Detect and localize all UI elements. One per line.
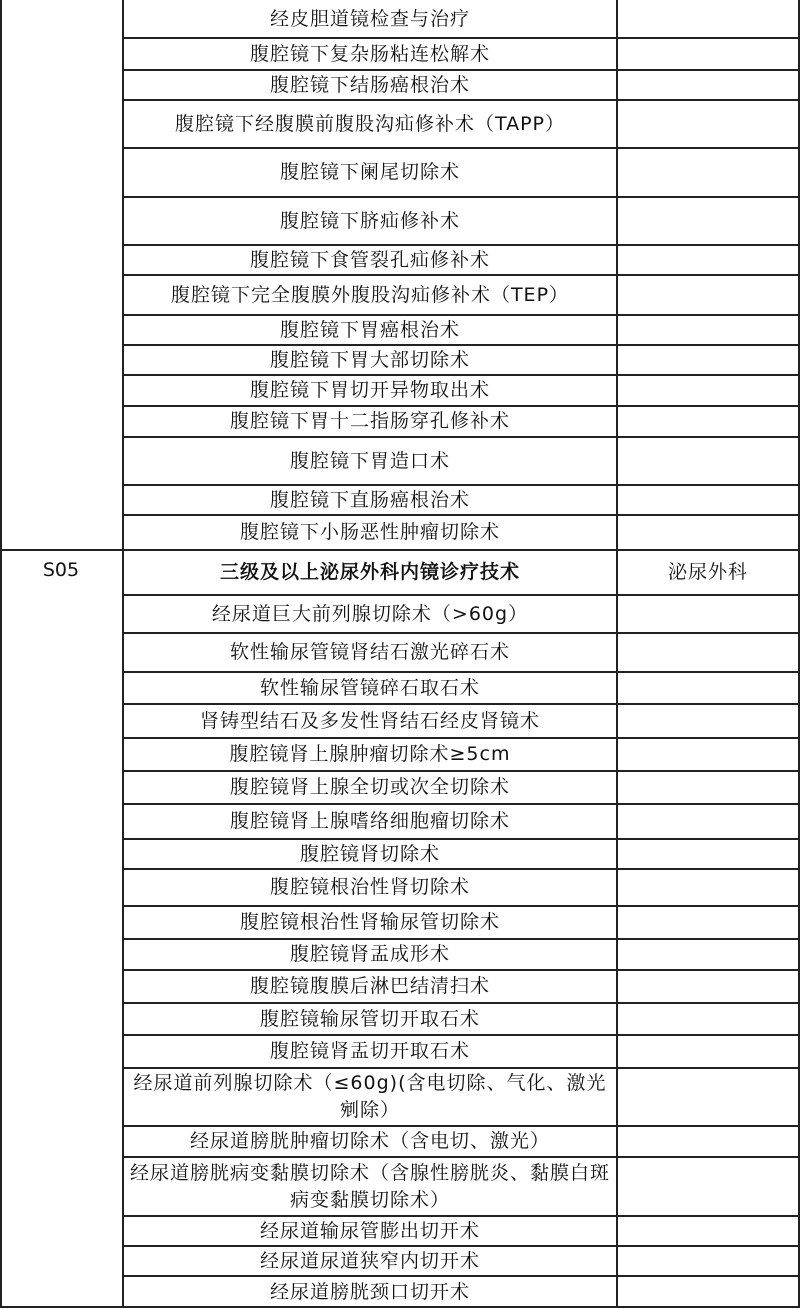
procedure-name: 腹腔镜根治性肾输尿管切除术: [239, 911, 500, 933]
procedure-name: 经尿道巨大前列腺切除术（>60g）: [211, 602, 529, 625]
procedure-name: 腹腔镜肾上腺全切或次全切除术: [229, 776, 510, 798]
procedure-name: 腹腔镜下食管裂孔疝修补术: [249, 248, 490, 271]
procedure-name: 腹腔镜肾上腺肿瘤切除术≥5cm: [229, 743, 511, 765]
procedure-name: 腹腔镜下复杂肠粘连松解术: [249, 42, 490, 65]
procedure-name: 腹腔镜腹膜后淋巴结清扫术: [249, 975, 490, 997]
section-title: 三级及以上泌尿外科内镜诊疗技术: [219, 561, 520, 583]
table-vertical-border: [0, 0, 2, 1308]
procedure-name: 软性输尿管镜碎石取石术: [259, 676, 480, 699]
procedure-name: 腹腔镜下直肠癌根治术: [269, 488, 470, 511]
procedure-name: 腹腔镜下经腹膜前腹股沟疝修补术（TAPP）: [174, 112, 566, 135]
procedure-name: 腹腔镜下胃癌根治术: [279, 318, 460, 341]
procedure-name: 经尿道输尿管膨出切开术: [259, 1219, 480, 1242]
procedure-name: 腹腔镜下阑尾切除术: [279, 161, 460, 183]
procedure-name: 腹腔镜下胃造口术: [289, 449, 450, 472]
procedure-name: 腹腔镜输尿管切开取石术: [259, 1007, 480, 1030]
procedure-name: 腹腔镜下小肠恶性肿瘤切除术: [239, 521, 500, 543]
procedure-name: 腹腔镜下胃十二指肠穿孔修补术: [229, 410, 510, 432]
procedure-name: 腹腔镜肾切除术: [299, 842, 440, 865]
procedure-name: 腹腔镜下结肠癌根治术: [269, 73, 470, 96]
procedure-name: 肾铸型结石及多发性肾结石经皮肾镜术: [199, 709, 540, 732]
procedure-name: 经皮胆道镜检查与治疗: [269, 7, 470, 30]
procedure-name: 经尿道前列腺切除术（≤60g)(含电切除、气化、激光剜除）: [133, 1072, 607, 1121]
procedure-name: 腹腔镜下脐疝修补术: [279, 209, 460, 232]
procedure-name: 经尿道尿道狭窄内切开术: [259, 1249, 480, 1272]
procedure-name: 腹腔镜肾上腺嗜络细胞瘤切除术: [229, 810, 510, 832]
procedure-name: 腹腔镜下完全腹膜外腹股沟疝修补术（TEP）: [170, 283, 570, 306]
procedure-name: 经尿道膀胱病变黏膜切除术（含腺性膀胱炎、黏膜白斑病变黏膜切除术）: [130, 1161, 611, 1211]
procedure-name: 经尿道膀胱肿瘤切除术（含电切、激光）: [189, 1130, 550, 1152]
procedure-name: 腹腔镜下胃切开异物取出术: [249, 379, 490, 401]
procedure-name: 经尿道膀胱颈口切开术: [269, 1280, 470, 1303]
procedure-name: 腹腔镜根治性肾切除术: [269, 876, 470, 898]
department-name: 泌尿外科: [667, 561, 748, 583]
procedure-name: 软性输尿管镜肾结石激光碎石术: [229, 641, 510, 663]
procedure-name: 腹腔镜肾盂成形术: [289, 943, 450, 965]
procedure-name: 腹腔镜肾盂切开取石术: [269, 1040, 470, 1062]
section-code: S05: [42, 558, 80, 581]
procedure-name: 腹腔镜下胃大部切除术: [269, 348, 470, 371]
